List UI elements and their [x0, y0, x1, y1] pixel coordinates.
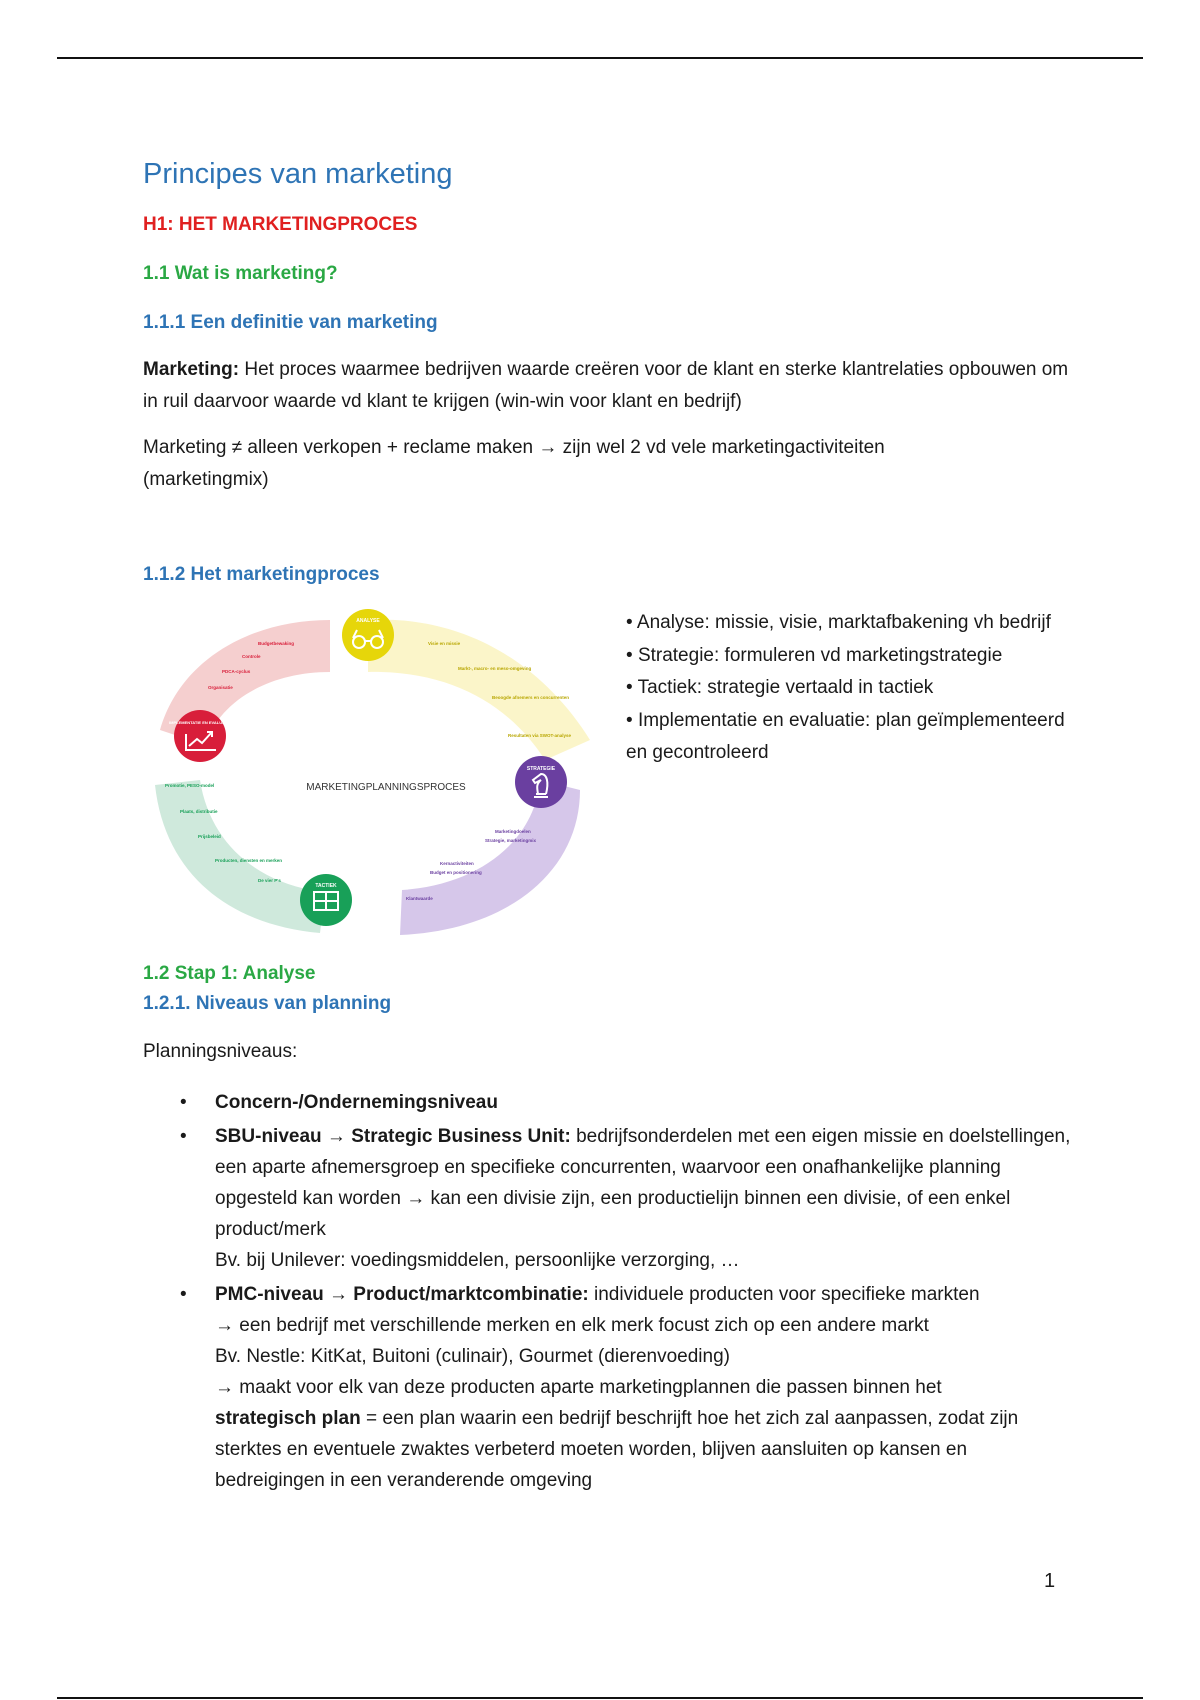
implementatie-item: Controle [242, 654, 261, 659]
definition-term: Marketing: [143, 359, 240, 380]
tactiek-item: Prijsbeleid [198, 834, 221, 839]
implementatie-item: PDCA-cyclus [222, 669, 251, 674]
strategic-plan-text: = een plan waarin een bedrijf beschrijft hoe het zich zal aanpassen, zodat zijn sterktes en eventuele zwaktes verbeterd moeten worden, blijven aansluiten op kansen en bedreigingen in een veranderende omgeving [215, 1408, 1019, 1491]
top-rule [57, 57, 1143, 59]
section-heading-1-2: 1.2 Stap 1: Analyse [143, 963, 316, 984]
implementatie-item: Budgetbewaking [258, 641, 295, 646]
level-item-pmc [180, 1279, 1080, 1496]
level-pmc-example: Bv. Nestle: KitKat, Buitoni (culinair), Gourmet (dierenvoeding) [215, 1346, 730, 1367]
strategie-item: Budget en positionering [430, 870, 482, 875]
definition-text: Het proces waarmee bedrijven waarde creëren voor de klant en sterke klantrelaties opbouwen om in ruil daarvoor waarde vd klant te krijgen (win-win voor klant en bedrijf) [143, 359, 1069, 412]
process-bullet: • Strategie: formuleren vd marketingstrategie [626, 640, 1076, 673]
bottom-rule [57, 1697, 1143, 1699]
bullet-dot: • [180, 1126, 187, 1147]
level-pmc-text: individuele producten voor specifieke markten [588, 1284, 980, 1305]
chapter-heading: H1: HET MARKETINGPROCES [143, 214, 418, 235]
analyse-item: Resultaten via SWOT-analyse [508, 733, 572, 738]
implementatie-item: Organisatie [208, 685, 233, 690]
subsection-heading-1-2-1: 1.2.1. Niveaus van planning [143, 993, 392, 1014]
page-number: 1 [1044, 1570, 1056, 1592]
analyse-item: Beoogde afnemers en concurrenten [492, 695, 570, 700]
section-heading-1-1: 1.1 Wat is marketing? [143, 263, 338, 284]
strategic-plan-term: strategisch plan [215, 1408, 361, 1429]
strategie-item: Klantwaarde [406, 896, 433, 901]
strategie-item: Strategie, marketingmix [485, 838, 537, 843]
tactiek-item: Producten, diensten en merken [215, 858, 283, 863]
tactiek-item: De vier P's [258, 878, 281, 883]
process-bullet: • Implementatie en evaluatie: plan geïmplementeerd en gecontroleerd [626, 705, 1076, 770]
level-sbu-term: SBU-niveau → Strategic Business Unit: [215, 1126, 571, 1147]
level-item-concern: • Concern-/Ondernemingsniveau [180, 1087, 1080, 1118]
level-pmc-line2: → een bedrijf met verschillende merken en elk merk focust zich op een andere markt [215, 1315, 929, 1336]
level-sbu-text: bedrijfsonderdelen met een eigen missie en doelstellingen, een aparte afnemersgroep en specifieke concurrenten, waarvoor een onafhankelijke planning opgesteld kan worden → kan een divisie zijn, een productielijn binnen een divisie, of een enkel product/merk [215, 1126, 1071, 1240]
analyse-band [368, 620, 590, 760]
strategie-node [515, 756, 567, 808]
process-bullet: • Tactiek: strategie vertaald in tactiek [626, 672, 1076, 705]
definition-paragraph [143, 354, 1073, 418]
strategie-item: Kernactiviteiten [440, 861, 474, 866]
bullet-dot: • [180, 1092, 187, 1113]
svg-text:IMPLEMENTATIE EN EVALUATIE: IMPLEMENTATIE EN EVALUATIE [169, 720, 231, 725]
marketing-process-diagram [140, 600, 595, 940]
level-pmc-term: PMC-niveau → Product/marktcombinatie: [215, 1284, 589, 1305]
analyse-item: Markt-, macro- en meso-omgeving [458, 666, 532, 671]
strategie-item: Marketingdoelen [495, 829, 531, 834]
svg-text:TACTIEK: TACTIEK [315, 883, 337, 889]
diagram-center-label: MARKETINGPLANNINGSPROCES [306, 782, 466, 793]
subsection-heading-1-1-2: 1.1.2 Het marketingproces [143, 564, 380, 585]
levels-intro: Planningsniveaus: [143, 1041, 298, 1062]
tactiek-item: Promotie, PESO-model [165, 783, 215, 788]
svg-text:ANALYSE: ANALYSE [356, 618, 380, 624]
analyse-item: Visie en missie [428, 641, 461, 646]
process-bullets [626, 607, 1076, 770]
marketing-note: Marketing ≠ alleen verkopen + reclame maken → zijn wel 2 vd vele marketingactiviteiten (marketingmix) [143, 437, 885, 490]
level-item-sbu [180, 1121, 1080, 1276]
subsection-heading-1-1-1: 1.1.1 Een definitie van marketing [143, 312, 438, 333]
tactiek-item: Plaats, distributie [180, 809, 218, 814]
analyse-node [342, 609, 394, 661]
bullet-dot: • [180, 1284, 187, 1305]
level-pmc-line4: → maakt voor elk van deze producten aparte marketingplannen die passen binnen het [215, 1377, 942, 1398]
planning-levels-list [180, 1087, 1080, 1499]
document-title: Principes van marketing [143, 158, 453, 190]
tactiek-node [300, 874, 352, 926]
tactiek-band [155, 780, 325, 933]
process-bullet: • Analyse: missie, visie, marktafbakening vh bedrijf [626, 607, 1076, 640]
svg-text:STRATEGIE: STRATEGIE [526, 766, 556, 772]
level-sbu-example: Bv. bij Unilever: voedingsmiddelen, persoonlijke verzorging, … [215, 1250, 740, 1271]
